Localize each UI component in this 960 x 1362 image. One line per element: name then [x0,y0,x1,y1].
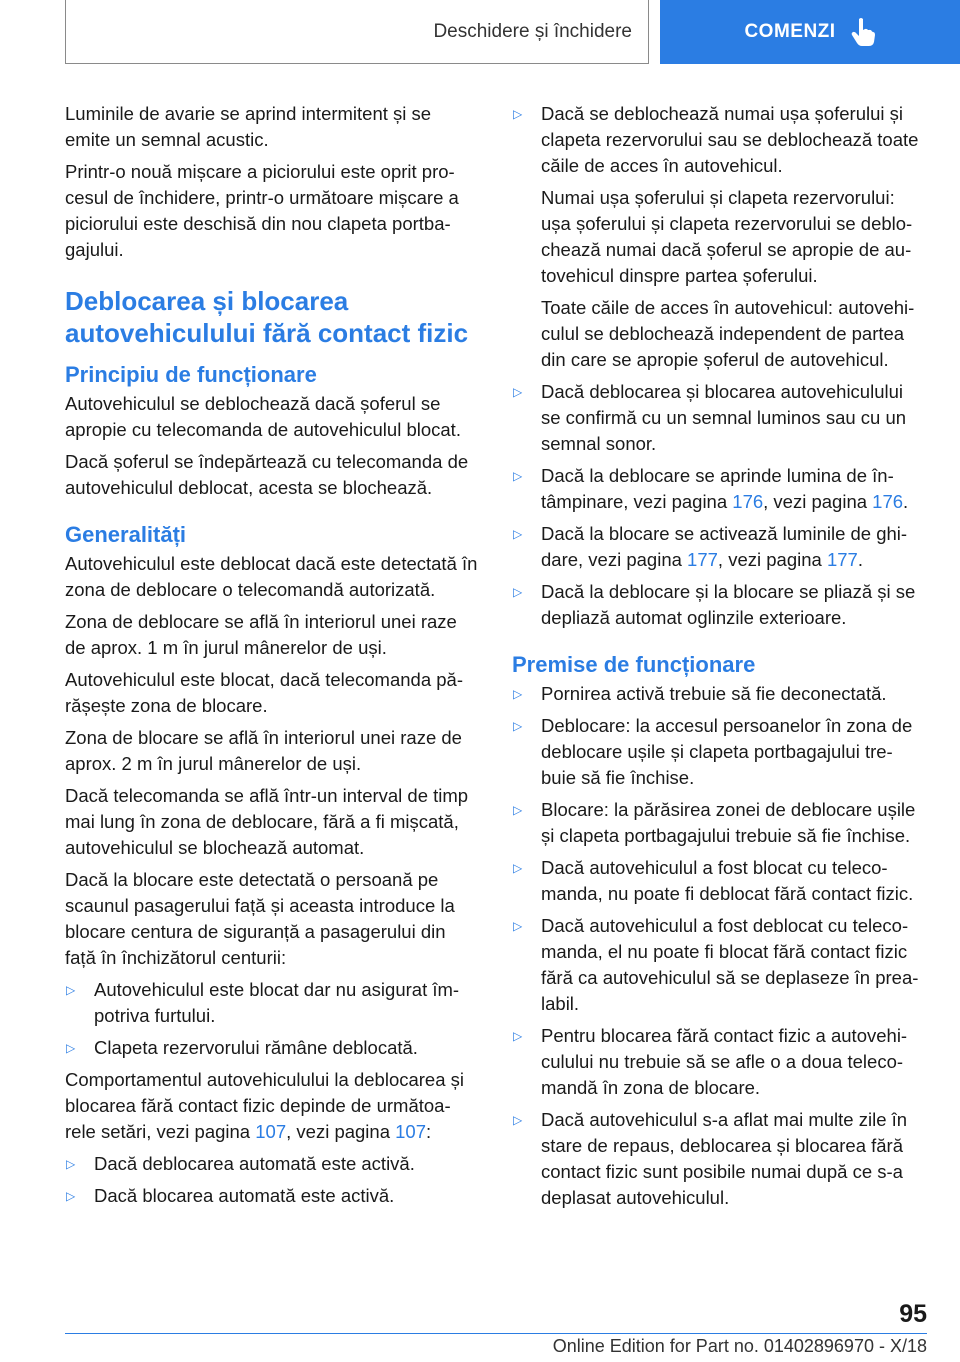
list-item-text: Deblocare: la accesul persoanelor în zona de deblocare ușile și clapeta portbagajului tre-buie să fie închise. [541,715,913,788]
triangle-bullet-icon: ▷ [513,687,523,701]
paragraph: Autovehiculul este blocat, dacă telecomanda pă-rășește zona de blocare. [65,669,464,716]
list-item [65,1183,479,1209]
paragraph [65,1067,479,1145]
triangle-bullet-icon: ▷ [513,1029,523,1043]
footer-divider [65,1333,927,1334]
subsection-heading: Generalități [65,522,187,547]
list-item [65,1151,479,1177]
list-subparagraph: Toate căile de acces în autovehicul: autovehi-culul se deblochează independent de partea din care se apropie șoferul de autovehicul. [541,297,915,370]
pointing-hand-icon [850,17,876,47]
header-chapter-tab[interactable] [660,0,960,64]
triangle-bullet-icon: ▷ [66,1157,76,1171]
list-item [512,855,926,907]
triangle-bullet-icon: ▷ [513,585,523,599]
list-item [512,1107,926,1211]
page-link[interactable]: 107 [395,1121,427,1142]
header-section-title: Deschidere și închidere [433,20,632,42]
text-run: , vezi pagina [717,549,827,570]
triangle-bullet-icon: ▷ [513,719,523,733]
text-run: Dacă la deblocare se aprinde lumina de în-tâmpinare, vezi pagina [541,465,894,512]
paragraph: Zona de blocare se află în interiorul unei raze de aprox. 2 m în jurul mânerelor de uși. [65,727,462,774]
left-column [65,101,479,1215]
text-run: . [857,549,863,570]
list-item-text: Clapeta rezervorului rămâne deblocată. [94,1037,418,1058]
list-item [512,521,926,573]
text-run: , vezi pagina [763,491,873,512]
page-link[interactable]: 177 [826,549,858,570]
list-item-text: Pornirea activă trebuie să fie deconectată. [541,683,887,704]
paragraph: Dacă șoferul se îndepărtează cu telecomanda de autovehiculul deblocat, acesta se blochează. [65,451,469,498]
triangle-bullet-icon: ▷ [66,983,76,997]
triangle-bullet-icon: ▷ [513,1113,523,1127]
triangle-bullet-icon: ▷ [513,527,523,541]
list-item-text [541,521,926,573]
list-item-text: Pentru blocarea fără contact fizic a autovehi-culului nu trebuie să se afle o a doua teleco-mandă în zona de blocare. [541,1025,908,1098]
page-link[interactable]: 176 [732,491,764,512]
list-item-text: Blocare: la părăsirea zonei de deblocare ușile și clapeta portbagajului trebuie să fie închise. [541,799,916,846]
list-item [65,1035,479,1061]
page-number: 95 [899,1300,927,1328]
page-link[interactable]: 177 [687,549,718,570]
triangle-bullet-icon: ▷ [513,107,523,121]
section-heading: Deblocarea și blocarea autovehiculului fără contact fizic [65,286,469,348]
list-item-text: Dacă deblocarea automată este activă. [94,1153,415,1174]
list-item-text [541,463,926,515]
paragraph: Autovehiculul se deblochează dacă șoferul se apropie cu telecomanda de autovehiculul blocat. [65,393,461,440]
subsection-heading: Principiu de funcționare [65,362,317,387]
list-item [512,713,926,791]
text-run: , vezi pagina [286,1121,396,1142]
text-run: : [426,1121,432,1142]
triangle-bullet-icon: ▷ [513,803,523,817]
list-item [512,101,926,179]
paragraph: Printr-o nouă mișcare a piciorului este oprit pro-cesul de închidere, printr-o următoare mișcare a piciorului este deschisă din nou clapeta portba-gajului. [65,161,459,260]
list-subparagraph: Numai ușa șoferului și clapeta rezervorului: ușa șoferului și clapeta rezervorului se deblo-chează numai dacă șoferul se apropie de au-tovehicul dinspre partea șoferului. [541,187,913,286]
list-item [512,913,926,1017]
list-item [512,463,926,515]
list-item-text: Dacă blocarea automată este activă. [94,1185,395,1206]
paragraph: Autovehiculul este deblocat dacă este detectată în zona de deblocare o telecomandă autorizată. [65,553,478,600]
header-chapter-title: COMENZI [744,21,836,42]
list-item [512,1023,926,1101]
list-item [512,579,926,631]
list-item [512,797,926,849]
list-item-text: Dacă deblocarea și blocarea autovehiculului se confirmă cu un semnal luminos sau cu un semnal sonor. [541,381,907,454]
paragraph: Luminile de avarie se aprind intermitent și se emite un semnal acustic. [65,103,432,150]
header-section-tab [65,0,649,64]
list-item [512,379,926,457]
footer-edition: Online Edition for Part no. 01402896970 - X/18 [552,1336,927,1356]
list-item-text: Dacă la deblocare și la blocare se pliază și se depliază automat oglinzile exterioare. [541,581,916,628]
page-link[interactable]: 176 [872,491,904,512]
right-column [512,101,926,1217]
list-item-text: Dacă se deblochează numai ușa șoferului și clapeta rezervorului sau se deblochează toate căile de acces în autovehicul. [541,103,919,176]
list-item [65,977,479,1029]
paragraph: Zona de deblocare se află în interiorul unei raze de aprox. 1 m în jurul mânerelor de uși. [65,611,457,658]
list-item-text: Autovehiculul este blocat dar nu asigurat îm-potriva furtului. [94,979,460,1026]
paragraph: Dacă la blocare este detectată o persoană pe scaunul pasagerului față și aceasta introduce la blocare centura de siguranță a pasagerului din față în închizătorul centurii: [65,869,455,968]
triangle-bullet-icon: ▷ [66,1041,76,1055]
triangle-bullet-icon: ▷ [513,469,523,483]
list-item-text: Dacă autovehiculul a fost deblocat cu teleco-manda, el nu poate fi blocat fără contact fizic fără ca autovehiculul să se deplaseze în prea-labil. [541,915,919,1014]
triangle-bullet-icon: ▷ [66,1189,76,1203]
subsection-heading: Premise de funcționare [512,652,756,677]
text-run: Dacă la blocare se activează luminile de ghi-dare, vezi pagina [541,523,908,570]
triangle-bullet-icon: ▷ [513,919,523,933]
paragraph: Dacă telecomanda se află într-un interval de timp mai lung în zona de deblocare, fără a fi mișcată, autovehiculul se blochează automat. [65,785,469,858]
triangle-bullet-icon: ▷ [513,385,523,399]
list-item [512,681,926,707]
triangle-bullet-icon: ▷ [513,861,523,875]
text-run: Comportamentul autovehiculului la deblocarea și blocarea fără contact fizic depinde de următoa-rele setări, vezi pagina [65,1069,465,1142]
page-link[interactable]: 107 [255,1121,287,1142]
text-run: . [903,491,909,512]
list-item-text: Dacă autovehiculul a fost blocat cu teleco-manda, nu poate fi deblocat fără contact fizic. [541,857,914,904]
list-item-text: Dacă autovehiculul s-a aflat mai multe zile în stare de repaus, deblocarea și blocarea fără contact fizic sunt posibile numai după ce s-a deplasat autovehiculul. [541,1109,908,1208]
